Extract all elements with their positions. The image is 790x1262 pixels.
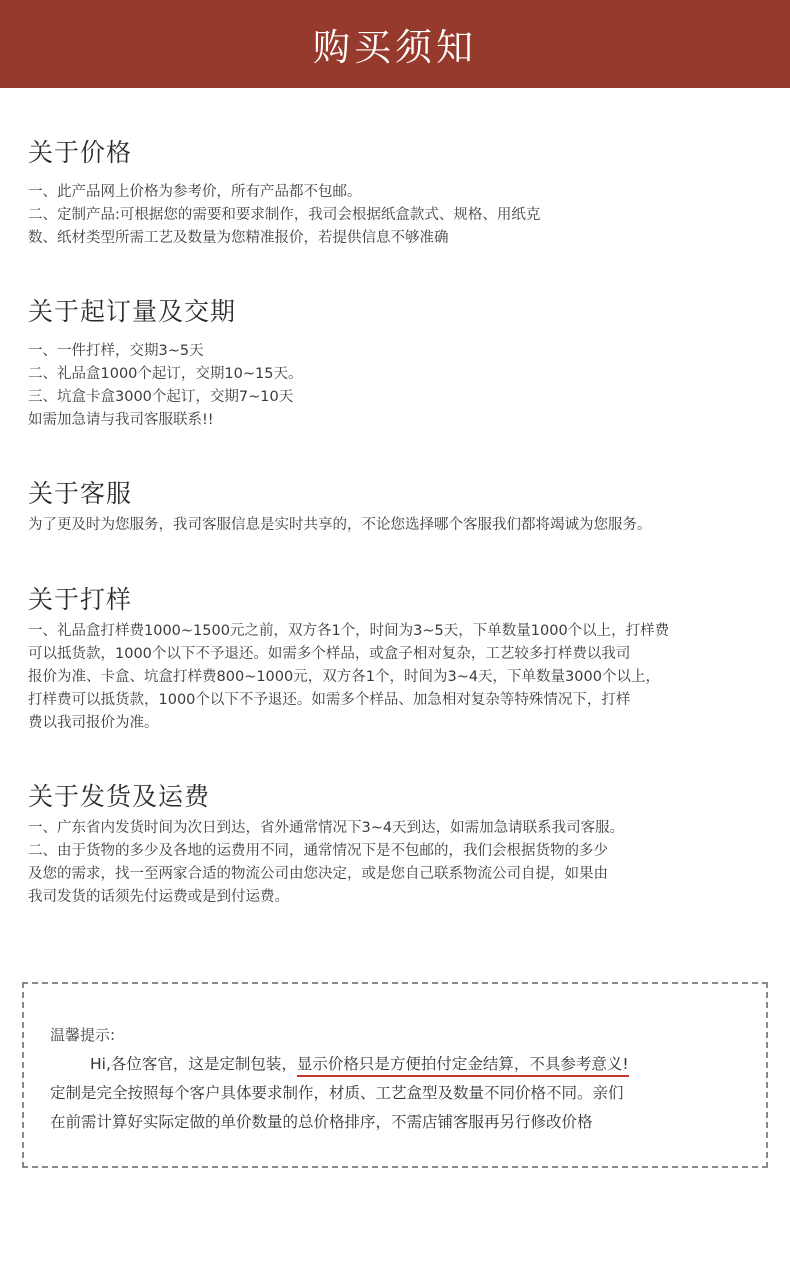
section-text-line: 及您的需求，找一至两家合适的物流公司由您决定，或是您自己联系物流公司自提，如果由 xyxy=(28,866,608,882)
section-text-line: 二、由于货物的多少及各地的运费用不同，通常情况下是不包邮的，我们会根据货物的多少 xyxy=(28,843,608,859)
section-text-line: 为了更及时为您服务，我司客服信息是实时共享的，不论您选择哪个客服我们都将竭诚为您服务。 xyxy=(28,517,652,533)
section-text-line: 数、纸材类型所需工艺及数量为您精准报价，若提供信息不够准确 xyxy=(28,230,449,246)
section-heading: 关于发货及运费 xyxy=(28,782,211,811)
section-heading: 关于价格 xyxy=(28,138,133,167)
section-text-line: 三、坑盒卡盒3000个起订，交期7~10天 xyxy=(28,389,294,405)
section-text-line: 二、定制产品:可根据您的需要和要求制作，我司会根据纸盒款式、规格、用纸克 xyxy=(28,207,541,223)
tips-highlight: 显示价格只是方便拍付定金结算，不具参考意义! xyxy=(297,1055,629,1077)
section-heading: 关于打样 xyxy=(28,585,133,614)
section-customer-service xyxy=(28,478,768,537)
tips-line: 在前需计算好实际定做的单价数量的总价格排序，不需店铺客服再另行修改价格 xyxy=(50,1113,593,1131)
section-text-line: 一、此产品网上价格为参考价，所有产品都不包邮。 xyxy=(28,184,362,200)
section-text-line: 可以抵货款，1000个以下不予退还。如需多个样品，或盒子相对复杂，工艺较多打样费以我司 xyxy=(28,646,631,662)
section-text-line: 一、广东省内发货时间为次日到达，省外通常情况下3~4天到达，如需加急请联系我司客服。 xyxy=(28,820,625,836)
section-text-line: 一、一件打样，交期3~5天 xyxy=(28,343,204,359)
section-moq-lead-time xyxy=(28,296,768,432)
section-shipping xyxy=(28,781,768,909)
tips-line xyxy=(50,1050,750,1079)
section-heading: 关于客服 xyxy=(28,479,133,508)
tips-title: 温馨提示: xyxy=(50,1026,116,1044)
section-text-line: 如需加急请与我司客服联系!! xyxy=(28,412,214,428)
section-text-line: 费以我司报价为准。 xyxy=(28,715,159,731)
section-sampling xyxy=(28,584,768,735)
tips-line: 定制是完全按照每个客户具体要求制作，材质、工艺盒型及数量不同价格不同。亲们 xyxy=(50,1084,624,1102)
section-heading: 关于起订量及交期 xyxy=(28,297,237,326)
section-text-line: 打样费可以抵货款，1000个以下不予退还。如需多个样品、加急相对复杂等特殊情况下，打样 xyxy=(28,692,631,708)
header-banner xyxy=(0,0,790,88)
tips-greeting: Hi,各位客官，这是定制包装， xyxy=(90,1055,297,1073)
section-text-line: 报价为准、卡盒、坑盒打样费800~1000元，双方各1个，时间为3~4天，下单数量3000个以上， xyxy=(28,669,660,685)
section-price xyxy=(28,137,768,250)
page-title: 购买须知 xyxy=(313,26,477,69)
section-text-line: 二、礼品盒1000个起订，交期10~15天。 xyxy=(28,366,303,382)
tips-box xyxy=(22,982,768,1168)
section-text-line: 我司发货的话须先付运费或是到付运费。 xyxy=(28,889,289,905)
section-text-line: 一、礼品盒打样费1000~1500元之前，双方各1个，时间为3~5天，下单数量1000个以上，打样费 xyxy=(28,623,670,639)
